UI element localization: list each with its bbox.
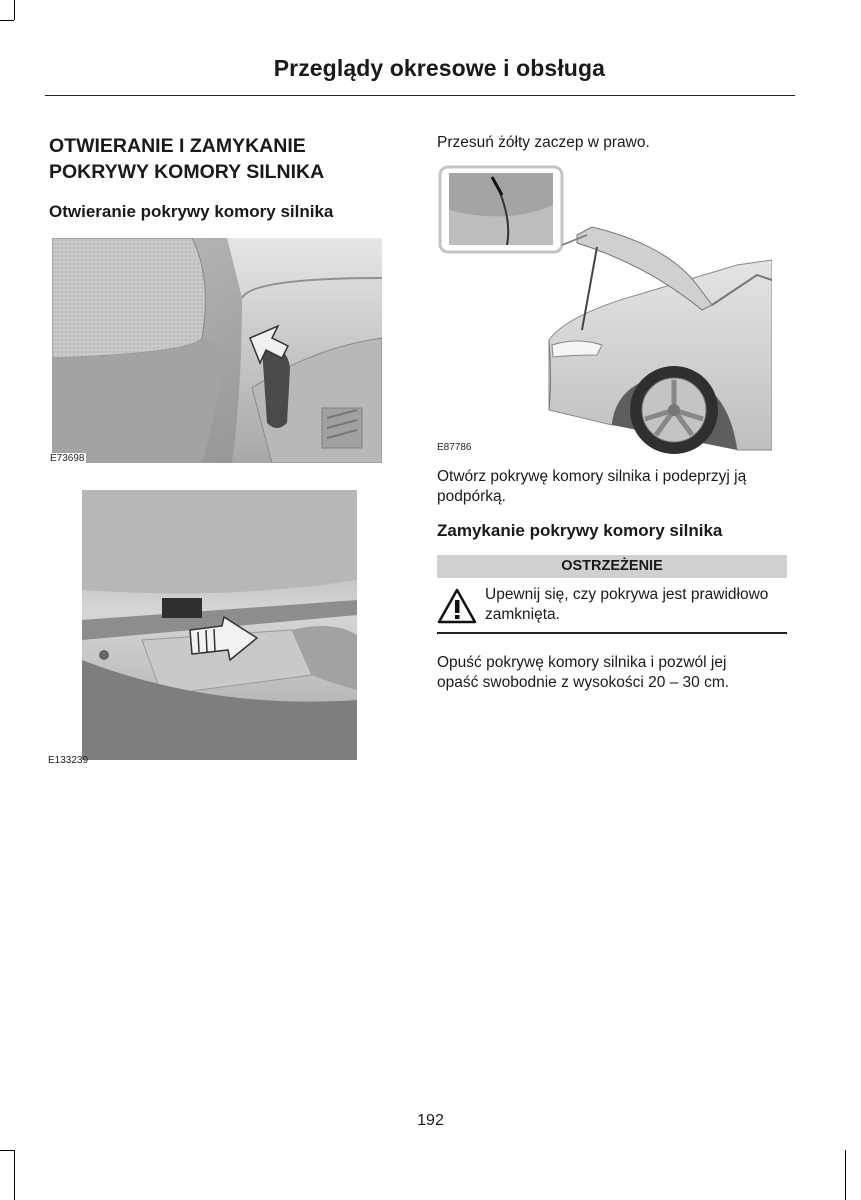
section-title-line1: OTWIERANIE I ZAMYKANIE [49, 135, 306, 157]
instruction-move-latch: Przesuń żółty zaczep w prawo. [437, 134, 650, 151]
instruction-close-hood-line2: opaść swobodnie z wysokości 20 – 30 cm. [437, 674, 730, 691]
warning-text-line2: zamknięta. [485, 606, 560, 623]
instruction-open-hood [437, 467, 792, 507]
instruction-close-hood-line1: Opuść pokrywę komory silnika i pozwól jej [437, 654, 727, 671]
subheading-closing: Zamykanie pokrywy komory silnika [437, 521, 723, 540]
crop-mark [845, 1150, 846, 1200]
warning-text-line1: Upewnij się, czy pokrywa jest prawidłowo [485, 586, 769, 603]
figure-car-open-hood [437, 165, 772, 455]
section-title-line2: POKRYWY KOMORY SILNIKA [49, 161, 325, 183]
figure-code-1: E73698 [50, 453, 85, 464]
page-title: Przeglądy okresowe i obsługa [273, 55, 605, 81]
crop-mark [0, 1150, 14, 1151]
warning-divider [437, 632, 787, 634]
crop-mark [0, 20, 14, 21]
instruction-open-hood-line1: Otwórz pokrywę komory silnika i podeprzyj ją [437, 468, 747, 485]
warning-triangle-icon [437, 588, 477, 624]
page-number: 192 [417, 1112, 444, 1129]
figure-hood-release-lever [52, 238, 382, 463]
instruction-open-hood-line2: podpórką. [437, 488, 506, 505]
figure-code-3: E87786 [437, 442, 472, 453]
figure-hood-latch [82, 490, 357, 760]
figure-code-2: E133239 [48, 755, 89, 766]
crop-mark [14, 0, 15, 20]
section-title [49, 133, 389, 185]
warning-text [485, 585, 790, 625]
crop-mark [14, 1150, 15, 1200]
warning-header: OSTRZEŻENIE [437, 555, 787, 578]
page-header [45, 55, 795, 96]
instruction-close-hood [437, 653, 792, 693]
subheading-opening: Otwieranie pokrywy komory silnika [49, 202, 334, 221]
